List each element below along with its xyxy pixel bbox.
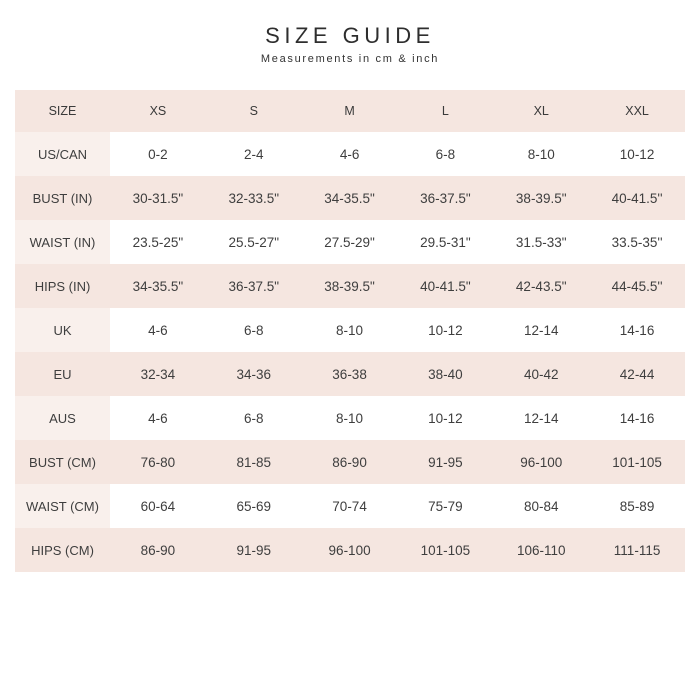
column-header-xxl: XXL	[589, 90, 685, 132]
table-cell: 32-34	[110, 352, 206, 396]
table-cell: 4-6	[110, 396, 206, 440]
table-cell: 31.5-33"	[493, 220, 589, 264]
table-cell: 81-85	[206, 440, 302, 484]
table-cell: 34-35.5"	[302, 176, 398, 220]
table-cell: 30-31.5"	[110, 176, 206, 220]
size-guide-table	[15, 90, 685, 572]
table-cell: 10-12	[397, 396, 493, 440]
table-cell: 10-12	[589, 132, 685, 176]
table-cell: 38-39.5"	[493, 176, 589, 220]
table-cell: 91-95	[206, 528, 302, 572]
table-cell: 111-115	[589, 528, 685, 572]
table-cell: 14-16	[589, 396, 685, 440]
table-cell: 10-12	[397, 308, 493, 352]
table-cell: 36-38	[302, 352, 398, 396]
table-row	[15, 308, 685, 352]
table-cell: 70-74	[302, 484, 398, 528]
table-cell: 44-45.5''	[589, 264, 685, 308]
table-cell: 65-69	[206, 484, 302, 528]
table-cell: 23.5-25"	[110, 220, 206, 264]
column-header-l: L	[397, 90, 493, 132]
column-header-m: M	[302, 90, 398, 132]
row-label: WAIST (CM)	[15, 484, 110, 528]
table-cell: 101-105	[397, 528, 493, 572]
table-cell: 4-6	[302, 132, 398, 176]
table-row	[15, 440, 685, 484]
table-cell: 86-90	[302, 440, 398, 484]
table-cell: 25.5-27"	[206, 220, 302, 264]
table-cell: 2-4	[206, 132, 302, 176]
table-cell: 12-14	[493, 308, 589, 352]
column-header-xl: XL	[493, 90, 589, 132]
table-cell: 12-14	[493, 396, 589, 440]
table-header-row	[15, 90, 685, 132]
table-cell: 76-80	[110, 440, 206, 484]
table-cell: 27.5-29"	[302, 220, 398, 264]
table-cell: 42-43.5"	[493, 264, 589, 308]
row-label: HIPS (IN)	[15, 264, 110, 308]
row-label: EU	[15, 352, 110, 396]
table-cell: 32-33.5"	[206, 176, 302, 220]
table-cell: 85-89	[589, 484, 685, 528]
table-cell: 6-8	[397, 132, 493, 176]
page-subtitle: Measurements in cm & inch	[260, 53, 440, 65]
row-label: WAIST (IN)	[15, 220, 110, 264]
row-label: US/CAN	[15, 132, 110, 176]
table-cell: 101-105	[589, 440, 685, 484]
table-row	[15, 264, 685, 308]
table-row	[15, 484, 685, 528]
table-cell: 60-64	[110, 484, 206, 528]
row-label: BUST (CM)	[15, 440, 110, 484]
column-header-xs: XS	[110, 90, 206, 132]
row-label: AUS	[15, 396, 110, 440]
table-cell: 6-8	[206, 396, 302, 440]
table-cell: 33.5-35''	[589, 220, 685, 264]
table-cell: 86-90	[110, 528, 206, 572]
row-label: UK	[15, 308, 110, 352]
table-cell: 96-100	[302, 528, 398, 572]
table-cell: 14-16	[589, 308, 685, 352]
table-row	[15, 132, 685, 176]
table-cell: 29.5-31"	[397, 220, 493, 264]
table-cell: 8-10	[302, 396, 398, 440]
table-cell: 40-42	[493, 352, 589, 396]
table-cell: 38-40	[397, 352, 493, 396]
table-cell: 8-10	[493, 132, 589, 176]
table-cell: 0-2	[110, 132, 206, 176]
table-cell: 106-110	[493, 528, 589, 572]
table-cell: 4-6	[110, 308, 206, 352]
table-cell: 38-39.5"	[302, 264, 398, 308]
page-title: SIZE GUIDE	[265, 23, 435, 48]
table-cell: 40-41.5''	[589, 176, 685, 220]
table-body	[15, 132, 685, 572]
size-guide-page	[0, 23, 700, 700]
table-cell: 80-84	[493, 484, 589, 528]
table-cell: 34-35.5"	[110, 264, 206, 308]
column-header-size: SIZE	[15, 90, 110, 132]
table-cell: 36-37.5"	[397, 176, 493, 220]
table-row	[15, 528, 685, 572]
row-label: BUST (IN)	[15, 176, 110, 220]
table-cell: 91-95	[397, 440, 493, 484]
row-label: HIPS (CM)	[15, 528, 110, 572]
table-cell: 36-37.5"	[206, 264, 302, 308]
table-row	[15, 396, 685, 440]
table-cell: 34-36	[206, 352, 302, 396]
table-row	[15, 352, 685, 396]
table-cell: 40-41.5"	[397, 264, 493, 308]
table-cell: 96-100	[493, 440, 589, 484]
column-header-s: S	[206, 90, 302, 132]
table-cell: 75-79	[397, 484, 493, 528]
table-cell: 6-8	[206, 308, 302, 352]
table-cell: 8-10	[302, 308, 398, 352]
table-row	[15, 220, 685, 264]
table-row	[15, 176, 685, 220]
table-cell: 42-44	[589, 352, 685, 396]
